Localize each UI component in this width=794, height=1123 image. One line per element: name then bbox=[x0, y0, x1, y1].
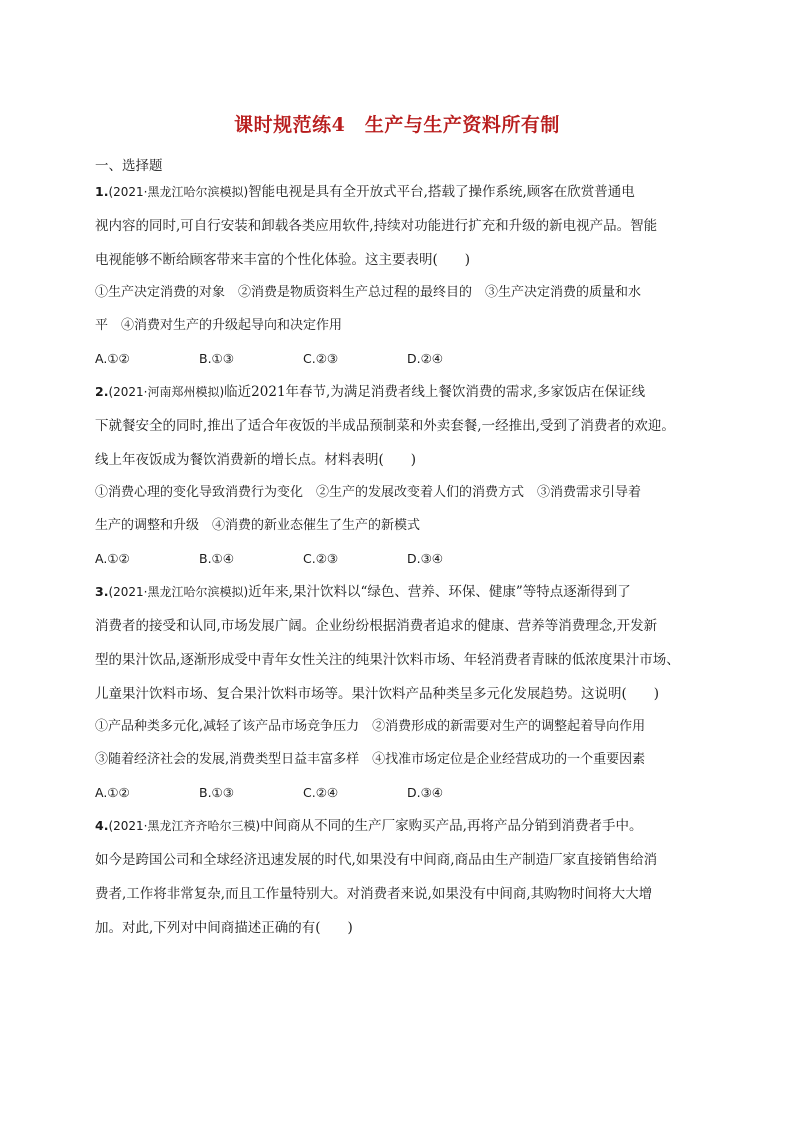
question-2 bbox=[95, 382, 715, 569]
answer-choice: C.②③ bbox=[303, 551, 339, 566]
stem-line bbox=[95, 182, 715, 202]
section-heading: 一、选择题 bbox=[95, 158, 163, 174]
stem-text: 下就餐安全的同时,推出了适合年夜饭的半成品预制菜和外卖套餐,一经推出,受到了消费者的欢迎。 bbox=[95, 418, 675, 434]
question-stem bbox=[95, 182, 715, 270]
question-number: 2. bbox=[95, 384, 109, 399]
answer-choice: C.②③ bbox=[303, 351, 339, 366]
question-number: 4. bbox=[95, 818, 109, 833]
stem-text: 如今是跨国公司和全球经济迅速发展的时代,如果没有中间商,商品由生产制造厂家直接销售给消 bbox=[95, 852, 658, 868]
answer-choice: D.③④ bbox=[407, 551, 444, 566]
question-number: 1. bbox=[95, 184, 109, 199]
answer-choice: D.③④ bbox=[407, 785, 444, 800]
stem-text: 加。对此,下列对中间商描述正确的有( ) bbox=[95, 920, 353, 936]
stem-line bbox=[95, 582, 715, 602]
answer-choice: A.①② bbox=[95, 351, 130, 366]
stem-text: 电视能够不断给顾客带来丰富的个性化体验。这主要表明( ) bbox=[95, 252, 471, 268]
stem-line bbox=[95, 650, 715, 670]
statement-line: ①生产决定消费的对象 ②消费是物质资料生产总过程的最终目的 ③生产决定消费的质量和水 bbox=[95, 285, 642, 300]
stem-text: 型的果汁饮品,逐渐形成受中青年女性关注的纯果汁饮料市场、年轻消费者青睐的低浓度果汁市场、 bbox=[95, 652, 680, 668]
question-source: (2021·黑龙江哈尔滨模拟) bbox=[108, 585, 249, 599]
stem-line bbox=[95, 382, 715, 402]
answer-choice: D.②④ bbox=[407, 351, 444, 366]
stem-text: 费者,工作将非常复杂,而且工作量特别大。对消费者来说,如果没有中间商,其购物时间将大大增 bbox=[95, 886, 653, 902]
page-title: 课时规范练4 生产与生产资料所有制 bbox=[234, 114, 560, 136]
stem-line bbox=[95, 250, 715, 270]
statement-line: ①产品种类多元化,减轻了该产品市场竞争压力 ②消费形成的新需要对生产的调整起着导向作用 bbox=[95, 719, 646, 734]
answer-choices bbox=[95, 549, 715, 569]
answer-choices bbox=[95, 783, 715, 803]
question-1 bbox=[95, 182, 715, 369]
statement-options bbox=[95, 717, 715, 770]
question-number: 3. bbox=[95, 584, 109, 599]
question-stem bbox=[95, 582, 715, 704]
question-list bbox=[95, 182, 715, 951]
stem-line bbox=[95, 416, 715, 436]
stem-line bbox=[95, 816, 715, 836]
question-4 bbox=[95, 816, 715, 938]
answer-choice: A.①② bbox=[95, 785, 130, 800]
stem-line bbox=[95, 616, 715, 636]
question-source: (2021·黑龙江齐齐哈尔三模) bbox=[108, 819, 261, 833]
question-stem bbox=[95, 382, 715, 470]
stem-line bbox=[95, 684, 715, 704]
stem-line bbox=[95, 918, 715, 938]
answer-choice: C.②④ bbox=[303, 785, 339, 800]
statement-line: ①消费心理的变化导致消费行为变化 ②生产的发展改变着人们的消费方式 ③消费需求引导着 bbox=[95, 485, 642, 500]
stem-text: 近年来,果汁饮料以“绿色、营养、环保、健康”等特点逐渐得到了 bbox=[248, 584, 631, 600]
statement-line: ③随着经济社会的发展,消费类型日益丰富多样 ④找准市场定位是企业经营成功的一个重要因素 bbox=[95, 752, 646, 767]
stem-text: 消费者的接受和认同,市场发展广阔。企业纷纷根据消费者追求的健康、营养等消费理念,开发新 bbox=[95, 618, 658, 634]
stem-text: 视内容的同时,可自行安装和卸载各类应用软件,持续对功能进行扩充和升级的新电视产品。智能 bbox=[95, 218, 658, 234]
question-3 bbox=[95, 582, 715, 803]
answer-choice: A.①② bbox=[95, 551, 130, 566]
statement-options bbox=[95, 483, 715, 536]
question-source: (2021·黑龙江哈尔滨模拟) bbox=[108, 185, 249, 199]
stem-text: 儿童果汁饮料市场、复合果汁饮料市场等。果汁饮料产品种类呈多元化发展趋势。这说明( ) bbox=[95, 686, 660, 702]
statement-options bbox=[95, 283, 715, 336]
stem-line bbox=[95, 850, 715, 870]
answer-choice: B.①④ bbox=[199, 551, 234, 566]
stem-line bbox=[95, 216, 715, 236]
stem-text: 智能电视是具有全开放式平台,搭载了操作系统,顾客在欣赏普通电 bbox=[248, 184, 635, 200]
answer-choice: B.①③ bbox=[199, 785, 234, 800]
answer-choices bbox=[95, 349, 715, 369]
statement-line: 生产的调整和升级 ④消费的新业态催生了生产的新模式 bbox=[95, 518, 421, 533]
question-stem bbox=[95, 816, 715, 938]
statement-line: 平 ④消费对生产的升级起导向和决定作用 bbox=[95, 318, 343, 333]
stem-line bbox=[95, 884, 715, 904]
stem-text: 中间商从不同的生产厂家购买产品,再将产品分销到消费者手中。 bbox=[260, 818, 643, 834]
answer-choice: B.①③ bbox=[199, 351, 234, 366]
stem-text: 临近2021年春节,为满足消费者线上餐饮消费的需求,多家饭店在保证线 bbox=[224, 384, 646, 400]
question-source: (2021·河南郑州模拟) bbox=[108, 385, 225, 399]
stem-line bbox=[95, 450, 715, 470]
stem-text: 线上年夜饭成为餐饮消费新的增长点。材料表明( ) bbox=[95, 452, 417, 468]
